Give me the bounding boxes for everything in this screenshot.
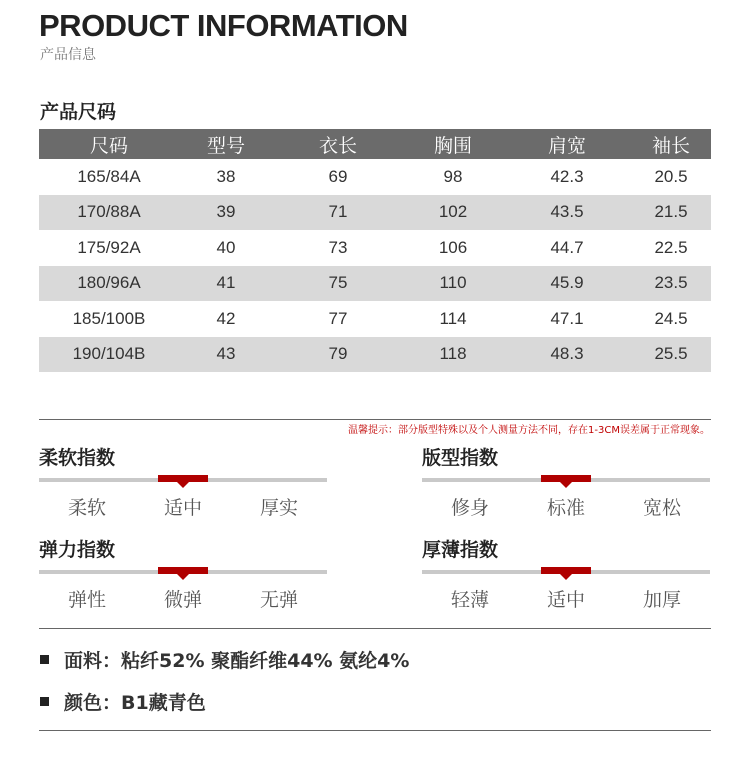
table-cell: 48.3 — [503, 337, 631, 373]
table-cell: 77 — [328, 308, 348, 328]
table-cell: 22.5 — [654, 237, 688, 257]
table-cell: 69 — [328, 166, 348, 186]
table-row — [39, 159, 711, 195]
table-cell: 20.5 — [654, 166, 688, 186]
softness-option-soft: 柔软 — [67, 497, 106, 519]
table-cell: 47.1 — [550, 308, 584, 328]
table-cell: 42 — [216, 308, 236, 328]
table-cell: 38 — [216, 166, 236, 186]
page-title-zh: 产品信息 — [40, 47, 96, 63]
softness-index-marker — [158, 475, 208, 482]
color-info — [40, 688, 206, 715]
table-cell: 185/100B — [72, 308, 146, 328]
table-cell: 23.5 — [631, 266, 711, 302]
table-cell: 118 — [403, 337, 503, 373]
table-cell: 24.5 — [654, 308, 688, 328]
sizing-tip: 温馨提示：部分版型特殊以及个人测量方法不同，存在1-3CM误差属于正常现象。 — [348, 425, 710, 436]
softness-option-medium: 适中 — [163, 497, 202, 519]
col-header-length: 衣长 — [273, 129, 403, 159]
fabric-text: 面料：粘纤52% 聚酯纤维44% 氨纶4% — [64, 650, 410, 672]
table-cell: 40 — [216, 237, 236, 257]
table-cell: 106 — [438, 237, 468, 257]
elasticity-index-marker — [158, 567, 208, 574]
fit-option-slim: 修身 — [450, 497, 489, 519]
table-cell: 98 — [443, 166, 463, 186]
thickness-option-light: 轻薄 — [450, 589, 489, 611]
col-header-model: 型号 — [179, 129, 273, 159]
col-header-shoulder: 肩宽 — [503, 129, 631, 159]
divider — [39, 419, 711, 420]
fit-index-label: 版型指数 — [422, 447, 499, 469]
size-section-title: 产品尺码 — [40, 101, 117, 123]
elasticity-index-label: 弹力指数 — [39, 539, 116, 561]
elasticity-option-stretch: 弹性 — [67, 589, 106, 611]
size-table-header — [39, 129, 711, 159]
table-cell: 75 — [273, 266, 403, 302]
table-cell: 180/96A — [39, 266, 179, 302]
table-cell: 165/84A — [77, 166, 141, 186]
table-cell: 45.9 — [503, 266, 631, 302]
table-cell: 21.5 — [631, 195, 711, 231]
thickness-index-marker — [541, 567, 591, 574]
color-text: 颜色：B1藏青色 — [64, 692, 206, 714]
fit-option-loose: 宽松 — [642, 497, 681, 519]
divider — [39, 628, 711, 629]
col-header-chest: 胸围 — [403, 129, 503, 159]
table-cell: 110 — [403, 266, 503, 302]
divider — [39, 730, 711, 731]
table-cell: 42.3 — [550, 166, 584, 186]
table-cell: 71 — [273, 195, 403, 231]
table-cell: 190/104B — [39, 337, 179, 373]
table-cell: 39 — [179, 195, 273, 231]
table-row — [39, 301, 711, 337]
table-row — [39, 337, 711, 373]
table-cell: 25.5 — [631, 337, 711, 373]
table-cell: 73 — [328, 237, 348, 257]
col-header-sleeve: 袖长 — [631, 129, 711, 159]
thickness-option-thick: 加厚 — [642, 589, 681, 611]
table-row — [39, 230, 711, 266]
softness-index-label: 柔软指数 — [39, 447, 116, 469]
table-cell: 114 — [439, 308, 467, 328]
softness-option-thick: 厚实 — [259, 497, 298, 519]
table-cell: 41 — [179, 266, 273, 302]
size-table — [39, 129, 711, 372]
table-cell: 43.5 — [503, 195, 631, 231]
fabric-info — [40, 646, 409, 673]
table-cell: 170/88A — [39, 195, 179, 231]
thickness-option-medium: 适中 — [546, 589, 585, 611]
table-cell: 102 — [403, 195, 503, 231]
table-cell: 44.7 — [550, 237, 584, 257]
thickness-index-label: 厚薄指数 — [422, 539, 499, 561]
table-row — [39, 195, 711, 231]
table-cell: 79 — [273, 337, 403, 373]
elasticity-option-slight: 微弹 — [163, 589, 202, 611]
fit-index-marker — [541, 475, 591, 482]
col-header-size: 尺码 — [39, 129, 179, 159]
fit-option-standard: 标准 — [546, 497, 585, 519]
square-bullet-icon — [40, 655, 49, 664]
elasticity-option-none: 无弹 — [259, 589, 298, 611]
table-cell: 175/92A — [77, 237, 141, 257]
table-row — [39, 266, 711, 302]
square-bullet-icon — [40, 697, 49, 706]
page-title-en: PRODUCT INFORMATION — [39, 8, 408, 43]
table-cell: 43 — [179, 337, 273, 373]
